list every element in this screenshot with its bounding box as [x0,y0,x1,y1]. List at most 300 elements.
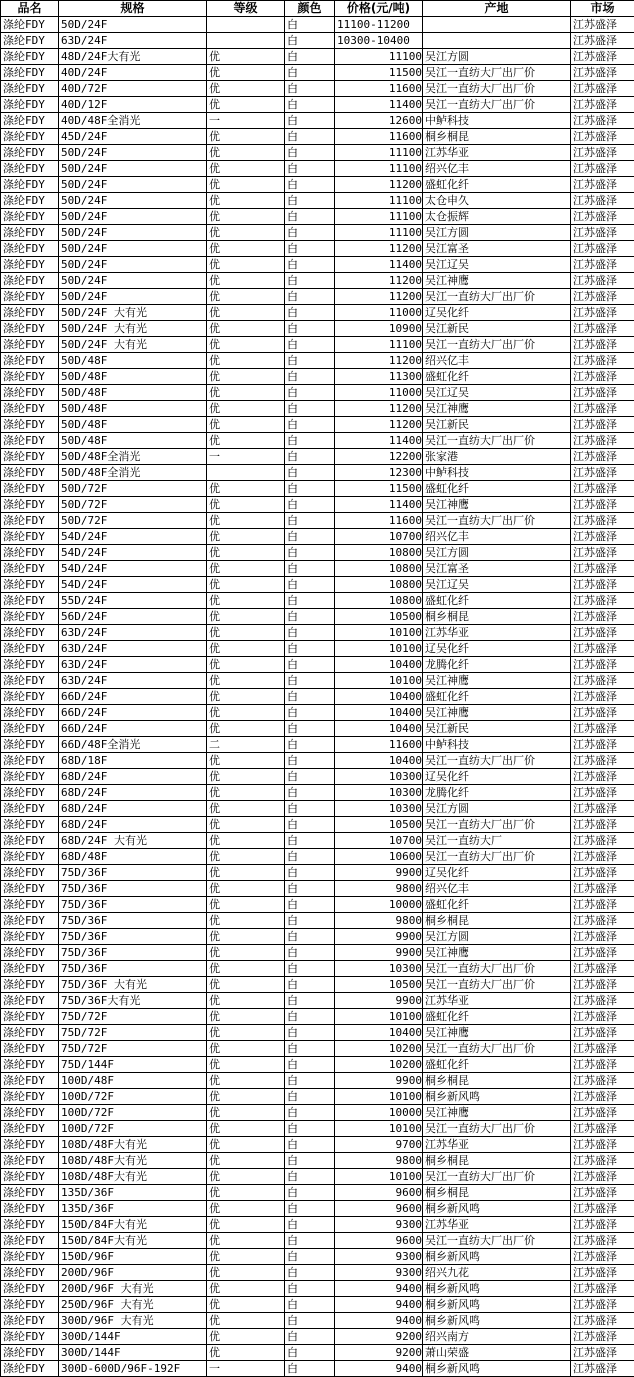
cell-color: 白 [285,1009,335,1025]
table-row [1,689,634,705]
cell-origin: 吴江一直纺大厂出厂价 [423,81,571,97]
cell-color: 白 [285,321,335,337]
cell-spec: 108D/48F大有光 [59,1169,207,1185]
header-price: 价格(元/吨) [335,1,423,17]
cell-color: 白 [285,1025,335,1041]
cell-market: 江苏盛泽 [571,1329,634,1345]
cell-color: 白 [285,1233,335,1249]
cell-market: 江苏盛泽 [571,609,634,625]
cell-spec: 68D/24F [59,801,207,817]
cell-price: 10100 [335,1009,423,1025]
cell-product-name: 涤纶FDY [1,689,59,705]
cell-price: 11200 [335,273,423,289]
cell-origin: 中鲈科技 [423,737,571,753]
cell-spec: 75D/36F [59,961,207,977]
cell-product-name: 涤纶FDY [1,529,59,545]
cell-origin: 吴江辽吴 [423,385,571,401]
cell-market: 江苏盛泽 [571,737,634,753]
cell-product-name: 涤纶FDY [1,241,59,257]
cell-origin [423,17,571,33]
cell-price: 11100 [335,337,423,353]
cell-spec: 75D/36F [59,897,207,913]
cell-origin: 桐乡桐昆 [423,129,571,145]
table-row [1,129,634,145]
table-row [1,721,634,737]
cell-price: 10300 [335,785,423,801]
cell-price: 9900 [335,1073,423,1089]
cell-origin: 盛虹化纤 [423,897,571,913]
cell-origin: 吴江富圣 [423,241,571,257]
cell-grade: 优 [207,801,285,817]
cell-product-name: 涤纶FDY [1,257,59,273]
cell-price: 10600 [335,849,423,865]
cell-color: 白 [285,209,335,225]
cell-grade: 优 [207,705,285,721]
cell-market: 江苏盛泽 [571,897,634,913]
cell-market: 江苏盛泽 [571,1185,634,1201]
cell-market: 江苏盛泽 [571,657,634,673]
table-row [1,161,634,177]
cell-price: 11500 [335,481,423,497]
cell-product-name: 涤纶FDY [1,1105,59,1121]
table-body [1,17,634,1377]
cell-grade: 优 [207,401,285,417]
table-row [1,897,634,913]
cell-product-name: 涤纶FDY [1,513,59,529]
cell-market: 江苏盛泽 [571,577,634,593]
cell-grade: 优 [207,1265,285,1281]
cell-origin: 辽吴化纤 [423,305,571,321]
cell-grade: 优 [207,225,285,241]
cell-origin: 吴江一直纺大厂出厂价 [423,977,571,993]
cell-product-name: 涤纶FDY [1,1153,59,1169]
cell-market: 江苏盛泽 [571,1025,634,1041]
cell-color: 白 [285,1185,335,1201]
cell-grade: 优 [207,1217,285,1233]
cell-spec: 68D/24F [59,817,207,833]
cell-color: 白 [285,497,335,513]
cell-product-name: 涤纶FDY [1,433,59,449]
cell-origin: 吴江富圣 [423,561,571,577]
cell-product-name: 涤纶FDY [1,497,59,513]
cell-color: 白 [285,65,335,81]
cell-spec: 50D/24F [59,193,207,209]
cell-product-name: 涤纶FDY [1,1313,59,1329]
cell-color: 白 [285,865,335,881]
cell-grade: 优 [207,1057,285,1073]
table-row [1,673,634,689]
cell-market: 江苏盛泽 [571,353,634,369]
cell-color: 白 [285,305,335,321]
cell-origin: 辽吴化纤 [423,865,571,881]
table-row [1,1201,634,1217]
table-row [1,1297,634,1313]
cell-origin: 张家港 [423,449,571,465]
cell-market: 江苏盛泽 [571,1041,634,1057]
cell-origin: 盛虹化纤 [423,593,571,609]
cell-spec: 50D/24F [59,225,207,241]
table-row [1,529,634,545]
cell-price: 10200 [335,1057,423,1073]
cell-market: 江苏盛泽 [571,849,634,865]
cell-color: 白 [285,897,335,913]
cell-market: 江苏盛泽 [571,961,634,977]
cell-spec: 50D/24F [59,209,207,225]
cell-market: 江苏盛泽 [571,689,634,705]
cell-color: 白 [285,577,335,593]
cell-grade: 优 [207,1297,285,1313]
cell-spec: 300D/96F 大有光 [59,1313,207,1329]
cell-grade: 优 [207,289,285,305]
cell-color: 白 [285,225,335,241]
cell-market: 江苏盛泽 [571,337,634,353]
cell-price: 9300 [335,1249,423,1265]
cell-color: 白 [285,289,335,305]
cell-color: 白 [285,769,335,785]
cell-market: 江苏盛泽 [571,1169,634,1185]
cell-origin: 辽吴化纤 [423,641,571,657]
cell-product-name: 涤纶FDY [1,833,59,849]
cell-product-name: 涤纶FDY [1,945,59,961]
cell-market: 江苏盛泽 [571,1233,634,1249]
cell-color: 白 [285,1361,335,1377]
table-row [1,881,634,897]
table-row [1,145,634,161]
cell-price: 11000 [335,385,423,401]
cell-price: 9900 [335,993,423,1009]
cell-origin: 桐乡桐昆 [423,609,571,625]
cell-product-name: 涤纶FDY [1,1233,59,1249]
cell-product-name: 涤纶FDY [1,417,59,433]
cell-spec: 63D/24F [59,33,207,49]
cell-price: 11400 [335,433,423,449]
cell-origin: 桐乡新风鸣 [423,1249,571,1265]
cell-origin: 中鲈科技 [423,113,571,129]
cell-color: 白 [285,657,335,673]
cell-price: 11600 [335,513,423,529]
cell-market: 江苏盛泽 [571,1313,634,1329]
cell-grade: 优 [207,1105,285,1121]
cell-product-name: 涤纶FDY [1,1073,59,1089]
cell-origin: 龙腾化纤 [423,657,571,673]
cell-grade: 优 [207,833,285,849]
cell-spec: 50D/48F [59,417,207,433]
cell-color: 白 [285,353,335,369]
table-row [1,817,634,833]
table-row [1,465,634,481]
cell-price: 11600 [335,737,423,753]
cell-origin: 盛虹化纤 [423,1009,571,1025]
cell-product-name: 涤纶FDY [1,1137,59,1153]
cell-price: 10100 [335,1169,423,1185]
cell-price: 11400 [335,497,423,513]
cell-market: 江苏盛泽 [571,1137,634,1153]
cell-grade: 优 [207,1185,285,1201]
cell-color: 白 [285,801,335,817]
cell-grade: 优 [207,865,285,881]
cell-grade: 优 [207,593,285,609]
cell-grade: 优 [207,305,285,321]
cell-grade: 优 [207,257,285,273]
cell-origin: 吴江一直纺大厂出厂价 [423,849,571,865]
cell-grade: 优 [207,945,285,961]
cell-spec: 50D/24F [59,161,207,177]
cell-color: 白 [285,1217,335,1233]
cell-spec: 50D/24F 大有光 [59,337,207,353]
cell-color: 白 [285,1073,335,1089]
cell-spec: 50D/72F [59,481,207,497]
cell-price: 9600 [335,1233,423,1249]
cell-grade: 优 [207,977,285,993]
cell-grade: 优 [207,689,285,705]
cell-grade: 优 [207,385,285,401]
cell-origin: 太仓申久 [423,193,571,209]
table-row [1,801,634,817]
cell-color: 白 [285,241,335,257]
cell-price: 10400 [335,1025,423,1041]
table-row [1,1137,634,1153]
cell-spec: 135D/36F [59,1201,207,1217]
table-row [1,785,634,801]
table-row [1,1169,634,1185]
cell-price: 11200 [335,177,423,193]
cell-origin: 吴江一直纺大厂 [423,833,571,849]
cell-origin: 吴江一直纺大厂出厂价 [423,1169,571,1185]
cell-product-name: 涤纶FDY [1,673,59,689]
table-row [1,1089,634,1105]
cell-grade: 优 [207,673,285,689]
cell-color: 白 [285,817,335,833]
cell-spec: 100D/72F [59,1089,207,1105]
cell-price: 10300 [335,769,423,785]
cell-grade [207,33,285,49]
cell-market: 江苏盛泽 [571,977,634,993]
cell-origin: 吴江一直纺大厂出厂价 [423,1041,571,1057]
cell-origin: 绍兴亿丰 [423,353,571,369]
table-row [1,1009,634,1025]
cell-price: 11100 [335,225,423,241]
cell-grade: 优 [207,129,285,145]
cell-color: 白 [285,1201,335,1217]
cell-spec: 150D/84F大有光 [59,1233,207,1249]
cell-market: 江苏盛泽 [571,113,634,129]
table-row [1,1073,634,1089]
cell-spec: 75D/144F [59,1057,207,1073]
cell-price: 10000 [335,1105,423,1121]
cell-price: 10100 [335,641,423,657]
cell-spec: 50D/48F全消光 [59,465,207,481]
cell-grade: 优 [207,993,285,1009]
table-row [1,1041,634,1057]
cell-grade: 优 [207,849,285,865]
cell-spec: 300D-600D/96F-192F [59,1361,207,1377]
cell-market: 江苏盛泽 [571,1297,634,1313]
cell-grade: 优 [207,321,285,337]
cell-product-name: 涤纶FDY [1,961,59,977]
cell-product-name: 涤纶FDY [1,1041,59,1057]
cell-market: 江苏盛泽 [571,1089,634,1105]
table-row [1,545,634,561]
cell-price: 9800 [335,1153,423,1169]
cell-grade: 优 [207,1345,285,1361]
cell-market: 江苏盛泽 [571,497,634,513]
cell-price: 10800 [335,593,423,609]
cell-market: 江苏盛泽 [571,1217,634,1233]
cell-color: 白 [285,609,335,625]
cell-origin: 绍兴亿丰 [423,161,571,177]
cell-color: 白 [285,1281,335,1297]
cell-product-name: 涤纶FDY [1,337,59,353]
cell-spec: 108D/48F大有光 [59,1137,207,1153]
header-product-name: 品名 [1,1,59,17]
cell-price: 12600 [335,113,423,129]
cell-market: 江苏盛泽 [571,753,634,769]
cell-price: 9300 [335,1217,423,1233]
cell-market: 江苏盛泽 [571,49,634,65]
header-spec: 规格 [59,1,207,17]
table-row [1,1329,634,1345]
cell-color: 白 [285,481,335,497]
cell-spec: 68D/24F [59,785,207,801]
cell-product-name: 涤纶FDY [1,97,59,113]
cell-price: 10100 [335,625,423,641]
cell-color: 白 [285,1313,335,1329]
cell-grade: 二 [207,737,285,753]
cell-price: 11200 [335,401,423,417]
cell-origin: 吴江神鹰 [423,705,571,721]
cell-origin: 吴江一直纺大厂出厂价 [423,817,571,833]
cell-product-name: 涤纶FDY [1,881,59,897]
cell-origin: 江苏华亚 [423,625,571,641]
cell-color: 白 [285,449,335,465]
cell-product-name: 涤纶FDY [1,145,59,161]
cell-product-name: 涤纶FDY [1,17,59,33]
cell-grade: 优 [207,49,285,65]
cell-spec: 150D/84F大有光 [59,1217,207,1233]
cell-grade: 优 [207,1329,285,1345]
cell-market: 江苏盛泽 [571,833,634,849]
cell-product-name: 涤纶FDY [1,593,59,609]
cell-origin: 辽吴化纤 [423,769,571,785]
cell-origin: 绍兴九花 [423,1265,571,1281]
cell-market: 江苏盛泽 [571,97,634,113]
table-row [1,833,634,849]
cell-market: 江苏盛泽 [571,1105,634,1121]
cell-price: 9800 [335,913,423,929]
cell-product-name: 涤纶FDY [1,561,59,577]
cell-grade: 优 [207,529,285,545]
cell-spec: 68D/48F [59,849,207,865]
table-row [1,577,634,593]
cell-color: 白 [285,1057,335,1073]
cell-origin: 绍兴亿丰 [423,529,571,545]
cell-color: 白 [285,961,335,977]
cell-spec: 50D/48F [59,369,207,385]
cell-price: 10400 [335,721,423,737]
cell-product-name: 涤纶FDY [1,817,59,833]
cell-product-name: 涤纶FDY [1,81,59,97]
cell-market: 江苏盛泽 [571,1265,634,1281]
cell-market: 江苏盛泽 [571,1073,634,1089]
cell-market: 江苏盛泽 [571,209,634,225]
cell-market: 江苏盛泽 [571,1121,634,1137]
table-row [1,289,634,305]
header-origin: 产地 [423,1,571,17]
cell-price: 11400 [335,97,423,113]
cell-grade: 优 [207,929,285,945]
cell-product-name: 涤纶FDY [1,785,59,801]
cell-grade: 优 [207,641,285,657]
cell-product-name: 涤纶FDY [1,737,59,753]
cell-product-name: 涤纶FDY [1,33,59,49]
cell-origin: 吴江神鹰 [423,497,571,513]
cell-market: 江苏盛泽 [571,385,634,401]
cell-origin: 吴江一直纺大厂出厂价 [423,433,571,449]
cell-spec: 63D/24F [59,673,207,689]
cell-market: 江苏盛泽 [571,1009,634,1025]
cell-price: 11300 [335,369,423,385]
cell-market: 江苏盛泽 [571,913,634,929]
table-row [1,1249,634,1265]
cell-color: 白 [285,753,335,769]
table-row [1,913,634,929]
cell-price: 10800 [335,577,423,593]
cell-market: 江苏盛泽 [571,177,634,193]
cell-grade [207,17,285,33]
cell-origin: 桐乡新风鸣 [423,1313,571,1329]
cell-spec: 66D/48F全消光 [59,737,207,753]
cell-product-name: 涤纶FDY [1,113,59,129]
cell-color: 白 [285,369,335,385]
cell-market: 江苏盛泽 [571,257,634,273]
table-row [1,193,634,209]
cell-origin: 吴江神鹰 [423,401,571,417]
table-row [1,1153,634,1169]
cell-product-name: 涤纶FDY [1,1265,59,1281]
cell-market: 江苏盛泽 [571,1153,634,1169]
cell-price: 10500 [335,609,423,625]
table-row [1,769,634,785]
cell-market: 江苏盛泽 [571,129,634,145]
cell-origin: 吴江神鹰 [423,273,571,289]
cell-origin: 吴江一直纺大厂出厂价 [423,753,571,769]
cell-price: 9800 [335,881,423,897]
cell-product-name: 涤纶FDY [1,401,59,417]
cell-origin: 吴江新民 [423,417,571,433]
table-row [1,865,634,881]
cell-origin: 盛虹化纤 [423,369,571,385]
cell-grade: 优 [207,785,285,801]
cell-color: 白 [285,641,335,657]
cell-spec: 45D/24F [59,129,207,145]
cell-spec: 50D/48F [59,353,207,369]
cell-spec: 50D/24F [59,241,207,257]
cell-grade: 一 [207,113,285,129]
cell-market: 江苏盛泽 [571,817,634,833]
cell-market: 江苏盛泽 [571,161,634,177]
table-row [1,177,634,193]
table-row [1,625,634,641]
cell-market: 江苏盛泽 [571,481,634,497]
cell-product-name: 涤纶FDY [1,657,59,673]
table-row [1,1121,634,1137]
cell-origin: 吴江方圆 [423,225,571,241]
cell-color: 白 [285,673,335,689]
cell-market: 江苏盛泽 [571,289,634,305]
cell-origin: 吴江方圆 [423,49,571,65]
cell-market: 江苏盛泽 [571,785,634,801]
cell-origin: 绍兴南方 [423,1329,571,1345]
